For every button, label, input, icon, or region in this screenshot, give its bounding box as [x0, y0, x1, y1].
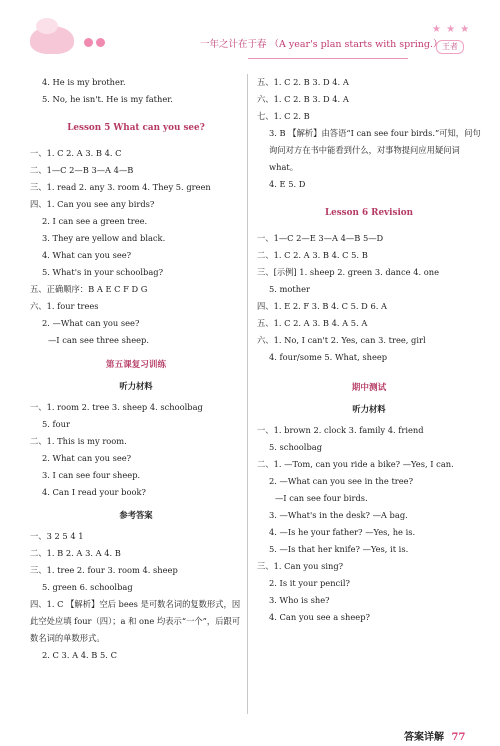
answer-line: 2. C 3. A 4. B 5. C — [42, 650, 117, 660]
answer-line: 二、1. This is my room. — [30, 436, 127, 446]
answer-line: 二、1. C 2. A 3. B 4. C 5. B — [257, 250, 368, 260]
answer-line: 四、1. E 2. F 3. B 4. C 5. D 6. A — [257, 301, 388, 311]
page-header — [0, 0, 500, 62]
answer-line: 2. What can you see? — [42, 453, 132, 463]
answer-line: 3. They are yellow and black. — [42, 233, 166, 243]
answer-line: 六、1. No, I can't 2. Yes, can 3. tree, girl — [257, 335, 426, 345]
cartoon-logo-icon — [30, 26, 74, 54]
answer-line: 5. green 6. schoolbag — [42, 582, 133, 592]
answer-line: 4. Can I read your book? — [42, 487, 146, 497]
listening-title: 听力材料 — [352, 404, 386, 414]
page-number: 77 — [451, 732, 466, 743]
answer-line: 3. Who is she? — [269, 595, 330, 605]
listening-title: 听力材料 — [119, 381, 153, 391]
page-footer — [404, 728, 465, 743]
answer-line: 一、3 2 5 4 1 — [30, 531, 84, 541]
answer-line: 六、1. four trees — [30, 301, 99, 311]
answer-line: 4. He is my brother. — [42, 77, 126, 87]
answer-line: 4. four/some 5. What, sheep — [269, 352, 388, 362]
footer-label: 答案详解 — [404, 732, 444, 743]
answer-line: 一、1—C 2—E 3—A 4—B 5—D — [257, 233, 384, 243]
answer-line: —I can see three sheep. — [48, 335, 149, 345]
answer-line: 一、1. brown 2. clock 3. family 4. friend — [257, 425, 424, 435]
answer-line: 5. What's in your schoolbag? — [42, 267, 164, 277]
answer-line: 二、1—C 2—B 3—A 4—B — [30, 165, 134, 175]
answer-line: 三、1. tree 2. four 3. room 4. sheep — [30, 565, 178, 575]
answer-line: 三、1. read 2. any 3. room 4. They 5. green — [30, 182, 211, 192]
answer-line: 三、1. Can you sing? — [257, 561, 344, 571]
answer-line: 3. I can see four sheep. — [42, 470, 141, 480]
answer-line: 四、1. Can you see any birds? — [30, 199, 155, 209]
answer-line: 二、1. B 2. A 3. A 4. B — [30, 548, 121, 558]
answer-note: 3. B 【解析】由答语“I can see four birds.”可知，问句询问对方在书中能看到什么，对事物提问应用疑问词 what。 — [269, 128, 481, 172]
answer-line: 4. What can you see? — [42, 250, 132, 260]
header-motto: 一年之计在于春 （A year's plan starts with spring.） — [200, 39, 443, 50]
answer-line: 2. —What can you see? — [42, 318, 140, 328]
pink-dot-icon — [84, 38, 93, 47]
midterm-title: 期中测试 — [351, 383, 387, 393]
answer-line: 3. —What's in the desk? —A bag. — [269, 510, 408, 520]
review-title: 第五课复习训练 — [105, 360, 167, 370]
answer-line: 4. Can you see a sheep? — [269, 612, 370, 622]
lesson6-title: Lesson 6 Revision — [324, 208, 414, 218]
answer-line: 4. E 5. D — [269, 179, 306, 189]
answer-line: 5. four — [42, 419, 70, 429]
header-rule — [248, 58, 408, 59]
answer-line: 三、[示例] 1. sheep 2. green 3. dance 4. one — [257, 267, 440, 277]
answer-line: 一、1. room 2. tree 3. sheep 4. schoolbag — [30, 402, 203, 412]
answer-line: 2. I can see a green tree. — [42, 216, 148, 226]
column-divider — [247, 74, 248, 714]
answer-note: 四、1. C 【解析】空后 bees 是可数名词的复数形式，因此空处应填 four（四）；a 和 one 均表示“一个”，后跟可数名词的单数形式。 — [30, 599, 241, 643]
answer-line: 七、1. C 2. B — [257, 111, 310, 121]
answer-line: 5. —Is that her knife? —Yes, it is. — [269, 544, 409, 554]
left-column — [30, 74, 242, 664]
answer-line: 五、1. C 2. A 3. B 4. A 5. A — [257, 318, 368, 328]
brand-tag: 王者 — [436, 40, 464, 54]
lesson5-title: Lesson 5 What can you see? — [67, 123, 205, 133]
answers-title: 参考答案 — [119, 510, 153, 520]
answer-line: 二、1. —Tom, can you ride a bike? —Yes, I can. — [257, 459, 454, 469]
pink-dot-icon — [96, 38, 105, 47]
right-column — [257, 74, 481, 626]
answer-line: 5. No, he isn't. He is my father. — [42, 94, 173, 104]
answer-line: —I can see four birds. — [275, 493, 368, 503]
answer-line: 5. schoolbag — [269, 442, 323, 452]
answer-line: 5. mother — [269, 284, 310, 294]
answer-line: 五、正确顺序：B A E C F D G — [30, 284, 148, 294]
answer-line: 2. —What can you see in the tree? — [269, 476, 414, 486]
answer-line: 一、1. C 2. A 3. B 4. C — [30, 148, 122, 158]
stars-icon: ★ ★ ★ — [432, 24, 471, 35]
answer-line: 五、1. C 2. B 3. D 4. A — [257, 77, 349, 87]
answer-line: 六、1. C 2. B 3. D 4. A — [257, 94, 349, 104]
answer-line: 2. Is it your pencil? — [269, 578, 350, 588]
answer-line: 4. —Is he your father? —Yes, he is. — [269, 527, 416, 537]
